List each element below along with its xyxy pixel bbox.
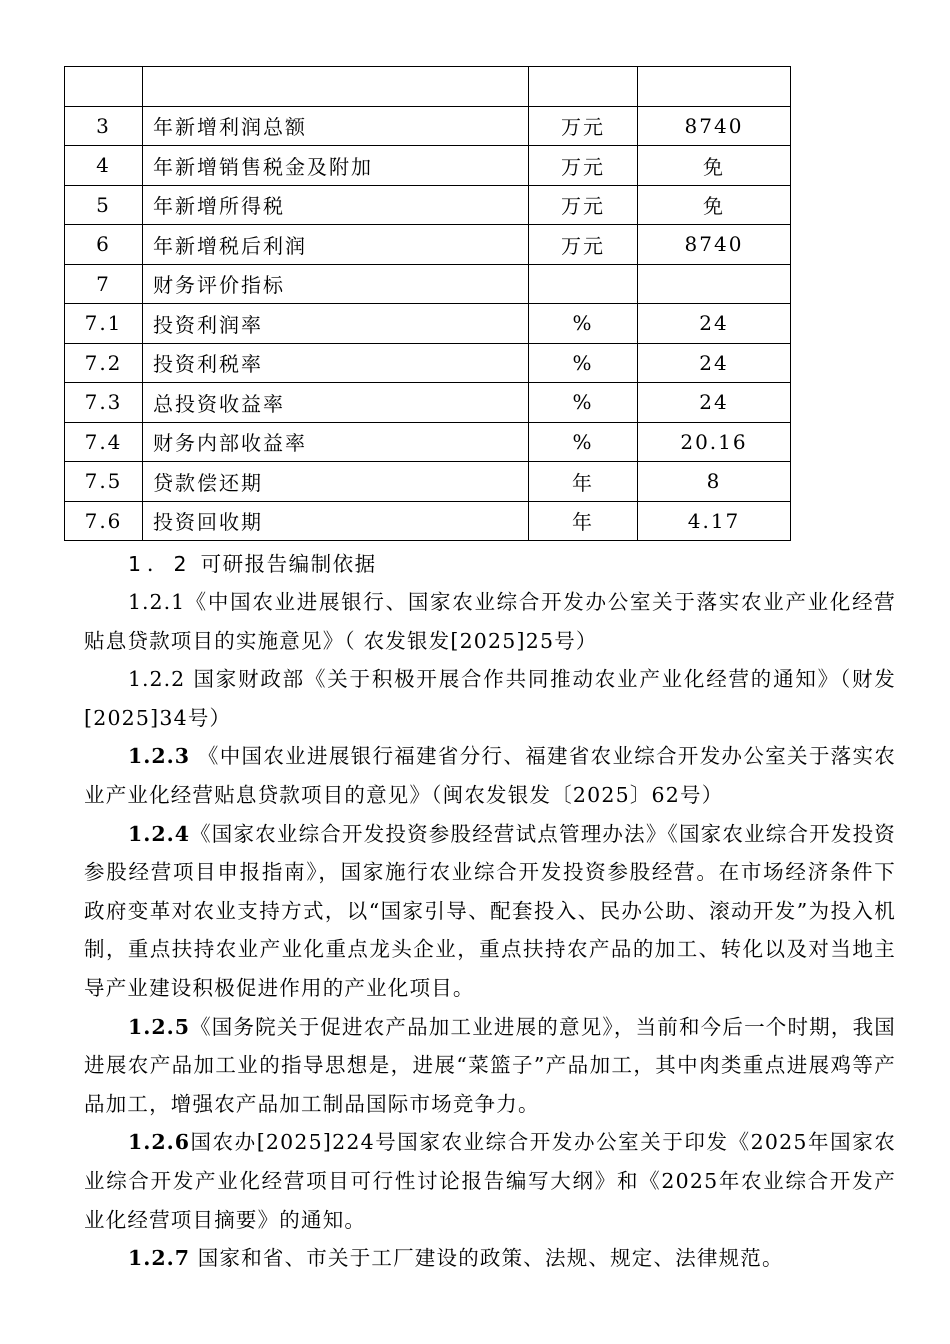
financial-indicator-table [64, 66, 791, 541]
body-text [84, 583, 896, 1278]
row-value: 24 [638, 383, 791, 423]
row-unit: % [529, 422, 638, 462]
row-unit: 万元 [529, 225, 638, 265]
paragraph-number: 1.2.2 [128, 667, 186, 692]
paragraph-1-2-4 [84, 815, 896, 1008]
row-value: 免 [638, 146, 791, 186]
row-unit: 万元 [529, 106, 638, 146]
paragraph-text: 《国务院关于促进农产品加工业进展的意见》，当前和今后一个时期，我国进展农产品加工业的指导思想是，进展“菜篮子”产品加工，其中肉类重点进展鸡等产品加工，增强农产品加工制品国际市场竞争力。 [84, 1014, 896, 1116]
paragraph-number: 1.2.1 [128, 590, 186, 614]
row-item: 贷款偿还期 [143, 462, 529, 502]
paragraph-number: 1.2.5 [128, 1014, 191, 1039]
row-item: 投资利税率 [143, 343, 529, 383]
row-value: 免 [638, 185, 791, 225]
row-number: 7.1 [65, 304, 143, 344]
row-unit: 万元 [529, 146, 638, 186]
paragraph-1-2-5 [84, 1008, 896, 1124]
paragraph-number: 1.2.3 [128, 744, 191, 769]
table-row [65, 225, 791, 265]
paragraph-number: 1.2.7 [128, 1246, 191, 1271]
row-item: 财务内部收益率 [143, 422, 529, 462]
row-number: 3 [65, 106, 143, 146]
row-value: 8 [638, 462, 791, 502]
row-unit: % [529, 304, 638, 344]
row-number [65, 67, 143, 107]
row-number: 7.2 [65, 343, 143, 383]
row-value [638, 67, 791, 107]
paragraph-1-2-3 [84, 737, 896, 814]
paragraph-text: 《中国农业进展银行福建省分行、福建省农业综合开发办公室关于落实农业产业化经营贴息贷款项目的意见》（闽农发银发〔2025〕62号） [84, 744, 896, 807]
paragraph-text: 国家和省、市关于工厂建设的政策、法规、规定、法律规范。 [190, 1246, 784, 1271]
section-heading [128, 545, 377, 583]
row-number: 7.5 [65, 462, 143, 502]
row-value [638, 264, 791, 304]
table-row [65, 501, 791, 541]
row-number: 6 [65, 225, 143, 265]
row-item: 年新增销售税金及附加 [143, 146, 529, 186]
table-row [65, 185, 791, 225]
row-item: 年新增利润总额 [143, 106, 529, 146]
row-value: 24 [638, 343, 791, 383]
row-number: 7 [65, 264, 143, 304]
row-number: 7.4 [65, 422, 143, 462]
table-row [65, 146, 791, 186]
row-value: 20.16 [638, 422, 791, 462]
table-row [65, 264, 791, 304]
table-row [65, 343, 791, 383]
row-number: 5 [65, 185, 143, 225]
paragraph-1-2-2 [84, 660, 896, 737]
row-unit: 年 [529, 501, 638, 541]
paragraph-text: 《国家农业综合开发投资参股经营试点管理办法》《国家农业综合开发投资参股经营项目申报指南》，国家施行农业综合开发投资参股经营。在市场经济条件下政府变革对农业支持方式，以“国家引导、配套投入、民办公助、滚动开发”为投入机制，重点扶持农业产业化重点龙头企业，重点扶持农产品的加工、转化以及对当地主导产业建设积极促进作用的产业化项目。 [84, 821, 896, 1000]
table-row [65, 462, 791, 502]
row-item: 总投资收益率 [143, 383, 529, 423]
paragraph-text: 国农办[2025]224号国家农业综合开发办公室关于印发《2025年国家农业综合开发产业化经营项目可行性讨论报告编写大纲》和《2025年农业综合开发产业化经营项目摘要》的通知。 [84, 1130, 896, 1232]
row-item: 财务评价指标 [143, 264, 529, 304]
row-item: 年新增所得税 [143, 185, 529, 225]
row-number: 7.6 [65, 501, 143, 541]
row-item [143, 67, 529, 107]
row-unit: % [529, 343, 638, 383]
section-title: 可研报告编制依据 [200, 552, 377, 576]
row-unit: 万元 [529, 185, 638, 225]
paragraph-1-2-7 [84, 1239, 896, 1278]
row-value: 8740 [638, 106, 791, 146]
paragraph-1-2-6 [84, 1123, 896, 1239]
row-value: 24 [638, 304, 791, 344]
paragraph-number: 1.2.6 [128, 1130, 191, 1155]
row-item: 投资回收期 [143, 501, 529, 541]
row-unit [529, 67, 638, 107]
paragraph-1-2-1 [84, 583, 896, 660]
paragraph-number: 1.2.4 [128, 821, 191, 846]
row-number: 4 [65, 146, 143, 186]
table-row [65, 304, 791, 344]
table-row [65, 106, 791, 146]
table-row [65, 422, 791, 462]
table-row [65, 67, 791, 107]
row-unit: % [529, 383, 638, 423]
row-value: 8740 [638, 225, 791, 265]
table-row [65, 383, 791, 423]
paragraph-text: 国家财政部《关于积极开展合作共同推动农业产业化经营的通知》（财发[2025]34号） [84, 667, 896, 730]
row-item: 投资利润率 [143, 304, 529, 344]
row-item: 年新增税后利润 [143, 225, 529, 265]
row-unit [529, 264, 638, 304]
row-unit: 年 [529, 462, 638, 502]
row-number: 7.3 [65, 383, 143, 423]
row-value: 4.17 [638, 501, 791, 541]
paragraph-text: 《中国农业进展银行、国家农业综合开发办公室关于落实农业产业化经营贴息贷款项目的实施意见》（ 农发银发[2025]25号） [84, 590, 896, 653]
section-number: 1．2 [128, 552, 193, 576]
